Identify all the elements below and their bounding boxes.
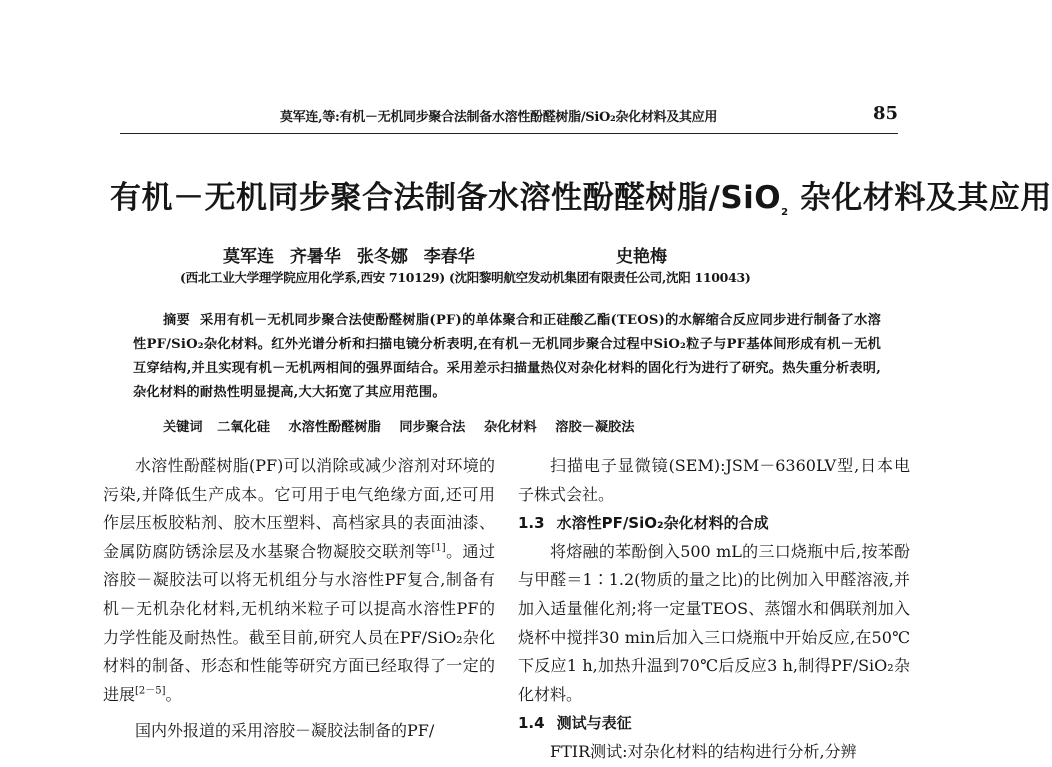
article-title (110, 172, 1052, 219)
affiliations: (西北工业大学理学院应用化学系,西安 710129) (沈阳黎明航空发动机集团有限责任公司,沈阳 110043) (180, 270, 751, 285)
section-number: 1.4 (518, 714, 545, 733)
intro-text-c: 。 (165, 684, 182, 704)
running-header (120, 103, 898, 130)
abstract (133, 309, 881, 405)
keyword-item: 水溶性酚醛树脂 (288, 420, 381, 435)
article-title-tail: 杂化材料及其应用 (788, 180, 1052, 216)
abstract-text: 采用有机－无机同步聚合法使酚醛树脂(PF)的单体聚合和正硅酸乙酯(TEOS)的水解缩合反应同步进行制备了水溶性PF/SiO₂杂化材料。红外光谱分析和扫描电镜分析表明,在有机－无机同步聚合过程中SiO₂粒子与PF基体间形成有机－无机互穿结构,并且实现有机－无机两相间的强界面结合。采用差示扫描量热仪对杂化材料的固化行为进行了研究。热失重分析表明,杂化材料的耐热性明显提高,大大拓宽了其应用范围。 (133, 313, 881, 400)
keyword-item: 同步聚合法 (399, 420, 466, 435)
intro-text-b: 。通过溶胶－凝胶法可以将无机组分与水溶性PF复合,制备有机－无机杂化材料,无机纳米粒子可以提高水溶性PF的力学性能及耐热性。截至目前,研究人员在PF/SiO₂杂化材料的制备、形态和性能等研究方面已经取得了一定的进展 (103, 541, 495, 704)
article-title-main: 有机－无机同步聚合法制备水溶性酚醛树脂/SiO (110, 180, 782, 216)
section-1-4-heading (518, 709, 910, 738)
intro-paragraph-2: 国内外报道的采用溶胶－凝胶法制备的PF/ (135, 721, 435, 741)
keyword-item: 二氧化硅 (217, 420, 270, 435)
keyword-item: 溶胶－凝胶法 (555, 420, 635, 435)
left-column (103, 452, 495, 746)
citation-ref-1: [1] (431, 542, 446, 554)
page-number: 85 (872, 103, 898, 124)
article-title-subscript: 2 (781, 207, 789, 219)
section-title: 测试与表征 (556, 714, 632, 733)
keyword-item: 杂化材料 (483, 420, 537, 435)
keywords (163, 416, 883, 435)
author-group-2: 史艳梅 (616, 247, 667, 267)
citation-ref-2-5: [2－5] (135, 685, 166, 697)
header-rule (120, 133, 898, 134)
ftir-paragraph: FTIR测试:对杂化材料的结构进行分析,分辨 (550, 741, 857, 761)
intro-text-a: 水溶性酚醛树脂(PF)可以消除或减少溶剂对环境的污染,并降低生产成本。它可用于电气绝缘方面,还可用作层压板胶粘剂、胶木压塑料、高档家具的表面油漆、金属防腐防锈涂层及水基聚合物凝胶交联剂等 (103, 456, 495, 561)
section-number: 1.3 (518, 514, 545, 533)
abstract-label: 摘要 (163, 313, 190, 328)
running-title: 莫军连,等:有机－无机同步聚合法制备水溶性酚醛树脂/SiO₂杂化材料及其应用 (280, 110, 718, 125)
intro-paragraph-1 (103, 452, 495, 709)
keywords-label: 关键词 (163, 420, 203, 435)
author-group-1: 莫军连 齐暑华 张冬娜 李春华 (223, 247, 475, 267)
right-column (518, 452, 910, 767)
section-1-3-heading (518, 509, 910, 538)
sem-paragraph: 扫描电子显微镜(SEM):JSM－6360LV型,日本电子株式会社。 (518, 456, 910, 504)
section-title: 水溶性PF/SiO₂杂化材料的合成 (556, 514, 769, 533)
synthesis-paragraph: 将熔融的苯酚倒入500 mL的三口烧瓶中后,按苯酚与甲醛＝1∶1.2(物质的量之比)的比例加入甲醛溶液,并加入适量催化剂;将一定量TEOS、蒸馏水和偶联剂加入烧杯中搅拌30 min后加入三口烧瓶中开始反应,在50℃下反应1 h,加热升温到70℃后反应3 h,制得PF/SiO₂杂化材料。 (518, 541, 910, 704)
